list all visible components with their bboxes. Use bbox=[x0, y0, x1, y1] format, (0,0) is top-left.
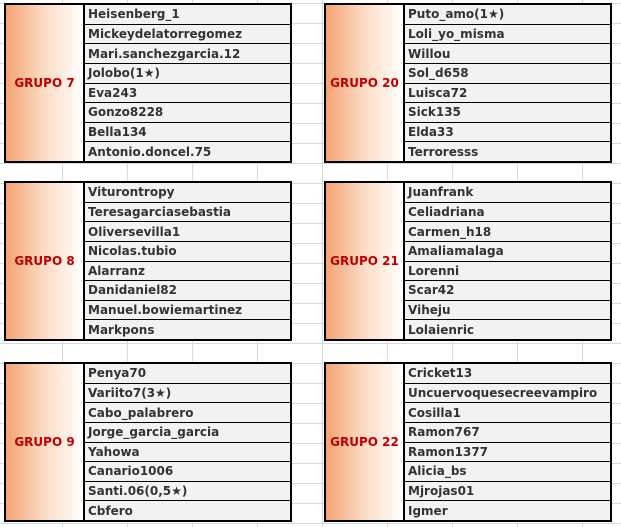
member-cell[interactable]: Sol_d658 bbox=[405, 64, 610, 84]
member-cell[interactable]: Gonzo8228 bbox=[85, 103, 290, 123]
member-cell[interactable]: Cricket13 bbox=[405, 364, 610, 384]
member-cell[interactable]: Variito7(3★) bbox=[85, 384, 290, 404]
member-cell[interactable]: Cabo_palabrero bbox=[85, 403, 290, 423]
group-table bbox=[4, 362, 292, 522]
member-cell[interactable]: Terroresss bbox=[405, 142, 610, 161]
member-cell[interactable]: Jolobo(1★) bbox=[85, 64, 290, 84]
member-cell[interactable]: Viturontropy bbox=[85, 183, 290, 203]
member-cell[interactable]: Oliversevilla1 bbox=[85, 222, 290, 242]
member-cell[interactable]: Puto_amo(1★) bbox=[405, 5, 610, 25]
group-header-cell[interactable] bbox=[326, 183, 405, 339]
member-cell[interactable]: Nicolas.tubio bbox=[85, 242, 290, 262]
member-cell[interactable]: Bella134 bbox=[85, 123, 290, 143]
member-cell[interactable]: Eva243 bbox=[85, 84, 290, 104]
member-cell[interactable]: Ramon1377 bbox=[405, 443, 610, 463]
member-cell[interactable]: Danidaniel82 bbox=[85, 281, 290, 301]
member-cell[interactable]: Cbfero bbox=[85, 501, 290, 520]
member-cell[interactable]: Mickeydelatorregomez bbox=[85, 25, 290, 45]
member-cell[interactable]: Igmer bbox=[405, 501, 610, 520]
member-list bbox=[85, 5, 290, 161]
group-table bbox=[4, 3, 292, 163]
group-header-cell[interactable] bbox=[326, 364, 405, 520]
member-cell[interactable]: Alarranz bbox=[85, 262, 290, 282]
member-cell[interactable]: Elda33 bbox=[405, 123, 610, 143]
group-header-cell[interactable] bbox=[6, 183, 85, 339]
member-cell[interactable]: Antonio.doncel.75 bbox=[85, 142, 290, 161]
member-cell[interactable]: Mjrojas01 bbox=[405, 482, 610, 502]
group-table bbox=[324, 362, 612, 522]
group-title: GRUPO 9 bbox=[14, 435, 75, 449]
member-cell[interactable]: Cosilla1 bbox=[405, 403, 610, 423]
member-cell[interactable]: Ramon767 bbox=[405, 423, 610, 443]
member-cell[interactable]: Loli_yo_misma bbox=[405, 25, 610, 45]
group-table bbox=[324, 3, 612, 163]
member-cell[interactable]: Alicia_bs bbox=[405, 462, 610, 482]
member-cell[interactable]: Carmen_h18 bbox=[405, 222, 610, 242]
member-cell[interactable]: Mari.sanchezgarcia.12 bbox=[85, 44, 290, 64]
group-header-cell[interactable] bbox=[6, 5, 85, 161]
member-cell[interactable]: Celiadriana bbox=[405, 203, 610, 223]
member-cell[interactable]: Heisenberg_1 bbox=[85, 5, 290, 25]
member-cell[interactable]: Manuel.bowiemartinez bbox=[85, 301, 290, 321]
member-list bbox=[405, 183, 610, 339]
group-header-cell[interactable] bbox=[326, 5, 405, 161]
member-cell[interactable]: Scar42 bbox=[405, 281, 610, 301]
group-title: GRUPO 21 bbox=[330, 254, 399, 268]
member-cell[interactable]: Canario1006 bbox=[85, 462, 290, 482]
group-header-cell[interactable] bbox=[6, 364, 85, 520]
member-cell[interactable]: Luisca72 bbox=[405, 84, 610, 104]
member-cell[interactable]: Viheju bbox=[405, 301, 610, 321]
member-cell[interactable]: Jorge_garcia_garcia bbox=[85, 423, 290, 443]
member-list bbox=[405, 5, 610, 161]
member-cell[interactable]: Lolaienric bbox=[405, 320, 610, 339]
member-cell[interactable]: Lorenni bbox=[405, 262, 610, 282]
group-title: GRUPO 20 bbox=[330, 76, 399, 90]
member-cell[interactable]: Uncuervoquesecreevampiro bbox=[405, 384, 610, 404]
group-table bbox=[4, 181, 292, 341]
group-title: GRUPO 22 bbox=[330, 435, 399, 449]
member-list bbox=[85, 364, 290, 520]
member-cell[interactable]: Yahowa bbox=[85, 443, 290, 463]
member-cell[interactable]: Markpons bbox=[85, 320, 290, 339]
group-title: GRUPO 7 bbox=[14, 76, 75, 90]
member-cell[interactable]: Penya70 bbox=[85, 364, 290, 384]
group-table bbox=[324, 181, 612, 341]
member-cell[interactable]: Sick135 bbox=[405, 103, 610, 123]
member-cell[interactable]: Willou bbox=[405, 44, 610, 64]
group-title: GRUPO 8 bbox=[14, 254, 75, 268]
member-list bbox=[85, 183, 290, 339]
member-list bbox=[405, 364, 610, 520]
member-cell[interactable]: Juanfrank bbox=[405, 183, 610, 203]
member-cell[interactable]: Amaliamalaga bbox=[405, 242, 610, 262]
member-cell[interactable]: Santi.06(0,5★) bbox=[85, 482, 290, 502]
member-cell[interactable]: Teresagarciasebastia bbox=[85, 203, 290, 223]
